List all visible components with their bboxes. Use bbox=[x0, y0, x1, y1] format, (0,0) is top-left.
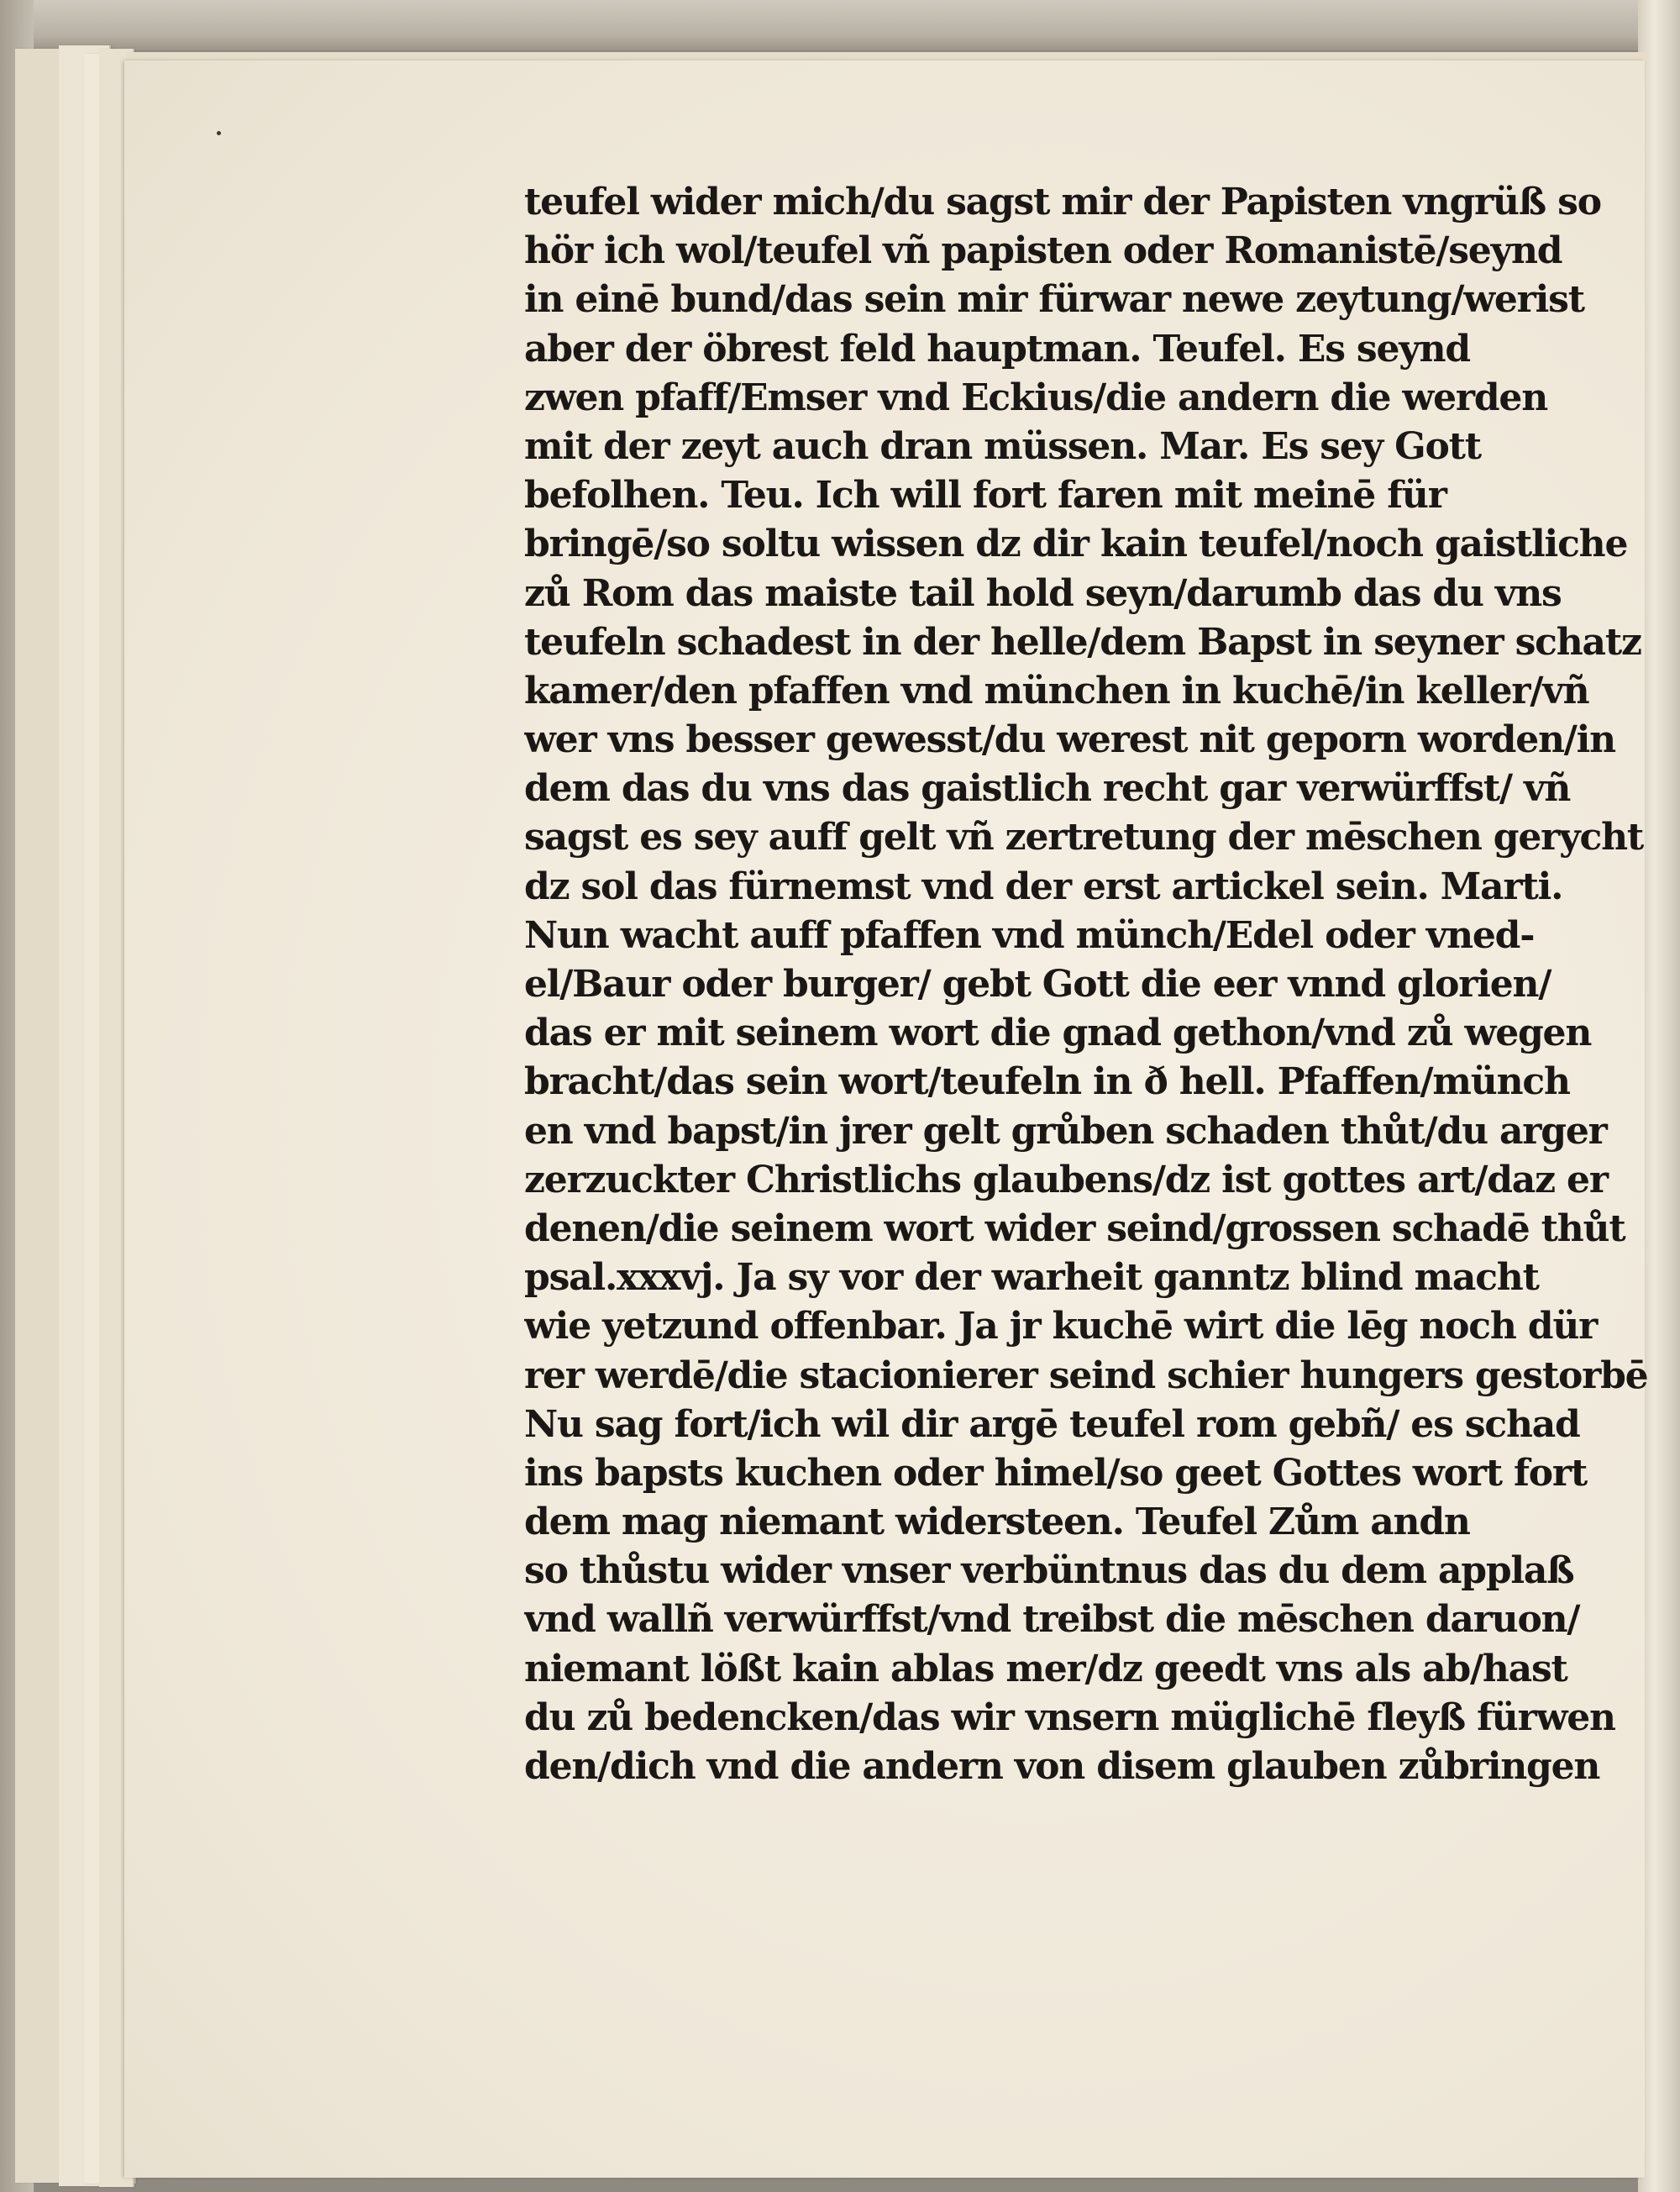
text-line: psal.xxxvj. Ja sy vor der warheit ganntz blind macht bbox=[524, 1256, 1539, 1300]
text-line: zerzuckter Christlichs glaubens/dz ist gottes art/daz er bbox=[524, 1158, 1608, 1201]
text-line: wer vns besser gewesst/du werest nit geporn worden/in bbox=[524, 718, 1615, 762]
text-line: teufeln schadest in der helle/dem Bapst in seyner schatz bbox=[524, 620, 1641, 664]
text-line: du zů bedencken/das wir vnsern müglichē fleyß fürwen bbox=[524, 1695, 1615, 1739]
text-line: el/Baur oder burger/ gebt Gott die eer vnnd glorien/ bbox=[524, 963, 1551, 1006]
text-line: zwen pfaff/Emser vnd Eckius/die andern die werden bbox=[524, 376, 1547, 419]
backdrop-top bbox=[0, 0, 1680, 50]
text-line: befolhen. Teu. Ich will fort faren mit meinē für bbox=[524, 474, 1446, 518]
text-line: dem das du vns das gaistlich recht gar verwürffst/ vñ bbox=[524, 767, 1571, 811]
text-line: niemant lößt kain ablas mer/dz geedt vns als ab/hast bbox=[524, 1647, 1567, 1690]
text-block bbox=[524, 178, 1680, 1791]
ink-dot bbox=[217, 131, 221, 135]
text-line: wie yetzund offenbar. Ja jr kuchē wirt die lēg noch dür bbox=[524, 1305, 1598, 1348]
text-line: das er mit seinem wort die gnad gethon/vnd zů wegen bbox=[524, 1012, 1592, 1055]
text-line: dz sol das fürnemst vnd der erst artickel sein. Marti. bbox=[524, 865, 1563, 908]
text-line: denen/die seinem wort wider seind/grossen schadē thůt bbox=[524, 1206, 1625, 1250]
text-line: bracht/das sein wort/teufeln in ð hell. Pfaffen/münch bbox=[524, 1060, 1570, 1104]
text-line: bringē/so soltu wissen dz dir kain teufel/noch gaistliche bbox=[524, 523, 1628, 566]
text-line: aber der öbrest feld hauptman. Teufel. Es seynd bbox=[524, 327, 1470, 371]
text-line: in einē bund/das sein mir fürwar newe zeytung/werist bbox=[524, 278, 1584, 322]
text-line: sagst es sey auff gelt vñ zertretung der mēschen gerycht bbox=[524, 816, 1643, 859]
text-line: hör ich wol/teufel vñ papisten oder Romanistē/seynd bbox=[524, 229, 1562, 273]
text-line: en vnd bapst/in jrer gelt grůben schaden thůt/du arger bbox=[524, 1109, 1607, 1153]
text-line: den/dich vnd die andern von disem glauben zůbringen bbox=[524, 1745, 1600, 1788]
text-line: rer werdē/die stacionierer seind schier hungers gestorbē bbox=[524, 1354, 1648, 1397]
text-line: Nun wacht auff pfaffen vnd münch/Edel oder vned- bbox=[524, 913, 1535, 957]
text-line: mit der zeyt auch dran müssen. Mar. Es sey Gott bbox=[524, 424, 1481, 468]
text-line: so thůstu wider vnser verbüntnus das du dem applaß bbox=[524, 1549, 1574, 1593]
text-line: zů Rom das maiste tail hold seyn/darumb das du vns bbox=[524, 571, 1562, 615]
text-line: kamer/den pfaffen vnd münchen in kuchē/in keller/vñ bbox=[524, 669, 1589, 712]
book-page bbox=[124, 60, 1648, 2178]
text-line: ins bapsts kuchen oder himel/so geet Gottes wort fort bbox=[524, 1451, 1587, 1495]
text-line: Nu sag fort/ich wil dir argē teufel rom gebñ/ es schad bbox=[524, 1402, 1580, 1446]
text-line: teufel wider mich/du sagst mir der Papisten vngrüß so bbox=[524, 181, 1601, 223]
text-line: vnd wallñ verwürffst/vnd treibst die mēschen daruon/ bbox=[524, 1598, 1580, 1642]
text-line: dem mag niemant widersteen. Teufel Zům andn bbox=[524, 1501, 1470, 1544]
